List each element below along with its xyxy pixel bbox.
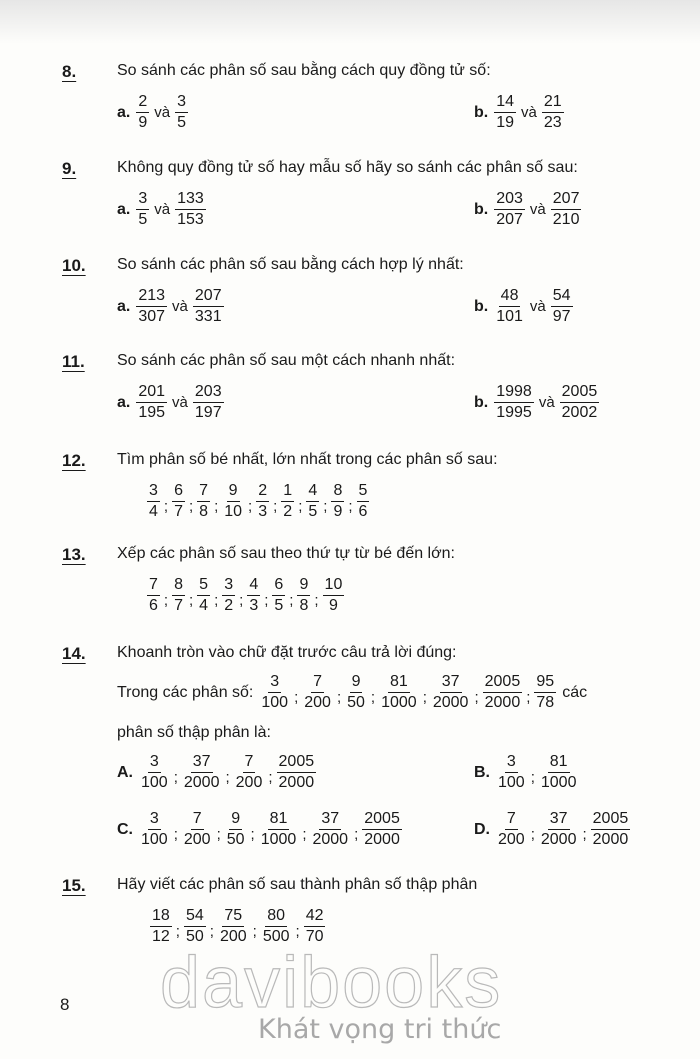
connector-word: và <box>538 394 555 411</box>
numerator: 8 <box>331 481 344 502</box>
fraction <box>150 906 172 947</box>
denominator: 7 <box>174 597 183 614</box>
numerator: 1998 <box>494 382 534 403</box>
fraction <box>281 481 294 522</box>
separator: ; <box>173 826 178 843</box>
fraction <box>542 92 564 133</box>
separator: ; <box>348 498 353 515</box>
problem-text: Khoanh tròn vào chữ đặt trước câu trả lời đúng: <box>117 644 457 661</box>
denominator: 19 <box>496 114 515 131</box>
separator: ; <box>188 498 194 515</box>
fraction <box>272 575 285 616</box>
denominator: 307 <box>138 308 166 325</box>
connector-word: và <box>172 394 188 411</box>
fraction <box>222 575 235 616</box>
denominator: 2000 <box>278 774 315 791</box>
denominator: 101 <box>496 308 523 325</box>
separator: ; <box>209 923 214 940</box>
separator: ; <box>314 592 319 609</box>
problem-13 <box>62 545 662 625</box>
denominator: 1000 <box>260 831 297 848</box>
fraction <box>591 809 631 850</box>
separator: ; <box>370 689 376 706</box>
choice-B[interactable] <box>474 752 578 793</box>
numerator: 37 <box>548 809 570 830</box>
numerator: 81 <box>268 809 290 830</box>
denominator: 23 <box>543 114 562 131</box>
problem-number: 9. <box>62 159 77 178</box>
fraction <box>139 752 170 793</box>
separator: ; <box>582 826 587 843</box>
fraction-list <box>139 752 316 793</box>
denominator: 207 <box>496 211 523 228</box>
denominator: 2000 <box>364 831 400 848</box>
problem-text: Không quy đồng tử số hay mẫu số hãy so sánh các phân số sau: <box>117 159 578 176</box>
denominator: 2000 <box>540 831 577 848</box>
numerator: 133 <box>175 189 206 210</box>
numerator: 54 <box>551 286 573 307</box>
fraction <box>184 906 206 947</box>
option-a <box>117 92 188 133</box>
fraction <box>136 382 167 423</box>
denominator: 200 <box>219 928 247 945</box>
fraction <box>175 189 206 230</box>
separator: ; <box>175 923 180 940</box>
watermark-logo: davibooks <box>160 943 503 1023</box>
separator: ; <box>250 826 255 843</box>
denominator: 2 <box>224 597 234 614</box>
fraction <box>496 752 527 793</box>
numerator: 7 <box>505 809 518 830</box>
denominator: 97 <box>552 308 571 325</box>
option-label: b. <box>474 103 489 121</box>
separator: ; <box>216 826 221 843</box>
separator: ; <box>163 592 169 609</box>
separator: ; <box>264 592 269 609</box>
denominator: 3 <box>258 503 268 520</box>
numerator: 37 <box>440 672 462 693</box>
denominator: 5 <box>138 211 148 228</box>
problem-8 <box>62 62 662 142</box>
problem-text: Xếp các phân số sau theo thứ tự từ bé đến lớn: <box>117 545 455 562</box>
separator: ; <box>239 592 244 609</box>
denominator: 195 <box>138 404 166 421</box>
separator: ; <box>302 826 307 843</box>
fraction <box>560 382 600 423</box>
numerator: 75 <box>222 906 244 927</box>
fraction <box>494 92 516 133</box>
fraction <box>182 809 213 850</box>
fraction <box>494 189 525 230</box>
choice-A[interactable] <box>117 752 316 793</box>
fraction-list <box>147 575 344 616</box>
separator: ; <box>530 826 535 843</box>
numerator: 2 <box>256 481 269 502</box>
denominator: 100 <box>141 831 168 848</box>
denominator: 2000 <box>432 694 469 711</box>
option-label: a. <box>117 103 131 121</box>
denominator: 100 <box>141 774 168 791</box>
choice-D[interactable] <box>474 809 630 850</box>
problem-number: 10. <box>62 256 86 275</box>
fraction-intro-line <box>117 672 587 713</box>
denominator: 70 <box>305 928 324 945</box>
fraction-list <box>496 752 578 793</box>
fraction <box>304 906 326 947</box>
problem-number: 14. <box>62 644 86 663</box>
numerator: 3 <box>505 752 518 773</box>
fraction <box>551 189 582 230</box>
connector-word: và <box>529 298 546 315</box>
option-label: a. <box>117 297 131 315</box>
denominator: 8 <box>199 503 209 520</box>
denominator: 200 <box>304 694 331 711</box>
numerator: 1 <box>281 481 294 502</box>
denominator: 1000 <box>540 774 577 791</box>
denominator: 10 <box>224 503 243 520</box>
denominator: 1000 <box>381 694 417 711</box>
denominator: 200 <box>183 831 211 848</box>
numerator: 95 <box>534 672 556 693</box>
denominator: 50 <box>226 831 245 848</box>
fraction <box>259 672 290 713</box>
fraction <box>379 672 419 713</box>
numerator: 81 <box>548 752 570 773</box>
numerator: 6 <box>172 481 185 502</box>
numerator: 2005 <box>277 752 317 773</box>
denominator: 2000 <box>183 774 220 791</box>
denominator: 200 <box>235 774 263 791</box>
denominator: 5 <box>274 597 284 614</box>
denominator: 331 <box>194 308 222 325</box>
choice-label[interactable]: B. <box>474 763 490 781</box>
fraction <box>261 906 292 947</box>
numerator: 80 <box>265 906 287 927</box>
fraction <box>277 752 317 793</box>
option-b <box>474 382 599 423</box>
numerator: 2005 <box>591 809 631 830</box>
problem-number: 12. <box>62 451 86 470</box>
separator: ; <box>173 769 178 786</box>
fraction <box>357 481 370 522</box>
denominator: 2000 <box>484 694 521 711</box>
denominator: 197 <box>194 404 222 421</box>
connector-word: và <box>521 104 537 121</box>
numerator: 54 <box>184 906 206 927</box>
fraction <box>431 672 471 713</box>
fraction <box>483 672 523 713</box>
problem-14 <box>62 644 662 864</box>
numerator: 203 <box>193 382 224 403</box>
choice-label[interactable]: A. <box>117 763 133 781</box>
numerator: 7 <box>197 481 210 502</box>
separator: ; <box>526 689 531 706</box>
fraction <box>256 481 269 522</box>
fraction <box>345 672 367 713</box>
denominator: 5 <box>308 503 318 520</box>
numerator: 3 <box>222 575 235 596</box>
numerator: 2005 <box>362 809 402 830</box>
denominator: 3 <box>249 597 259 614</box>
top-scan-shadow <box>0 0 700 44</box>
connector-word: và <box>529 201 546 218</box>
denominator: 12 <box>152 928 170 945</box>
numerator: 201 <box>136 382 167 403</box>
fraction <box>534 672 556 713</box>
numerator: 7 <box>311 672 324 693</box>
numerator: 203 <box>494 189 525 210</box>
fraction <box>302 672 333 713</box>
numerator: 2005 <box>560 382 600 403</box>
numerator: 37 <box>191 752 213 773</box>
fraction <box>197 575 210 616</box>
fraction <box>234 752 265 793</box>
denominator: 200 <box>498 831 525 848</box>
fraction <box>225 809 247 850</box>
connector-word: và <box>154 201 171 218</box>
fraction <box>494 382 534 423</box>
choice-C[interactable] <box>117 809 402 850</box>
fraction-list <box>496 809 630 850</box>
numerator: 3 <box>148 809 161 830</box>
denominator: 2000 <box>592 831 629 848</box>
denominator: 50 <box>347 694 365 711</box>
watermark-slogan: Khát vọng tri thức <box>258 1014 502 1045</box>
option-a <box>117 382 224 423</box>
denominator: 5 <box>177 114 186 131</box>
fraction-list <box>139 809 402 850</box>
denominator: 78 <box>536 694 555 711</box>
numerator: 8 <box>172 575 185 596</box>
numerator: 48 <box>499 286 521 307</box>
denominator: 9 <box>333 503 343 520</box>
numerator: 3 <box>148 752 161 773</box>
option-label: b. <box>474 200 489 218</box>
numerator: 6 <box>272 575 285 596</box>
problem-12 <box>62 451 662 531</box>
numerator: 207 <box>193 286 224 307</box>
separator: ; <box>354 826 359 843</box>
numerator: 213 <box>136 286 167 307</box>
fraction <box>551 286 573 327</box>
numerator: 3 <box>136 189 149 210</box>
numerator: 9 <box>227 481 240 502</box>
problem-text: So sánh các phân số sau bằng cách quy đồng tử số: <box>117 62 491 79</box>
problem-text: So sánh các phân số sau bằng cách hợp lý nhất: <box>117 256 464 273</box>
fraction <box>193 286 224 327</box>
separator: ; <box>336 689 342 706</box>
problem-number: 15. <box>62 876 86 895</box>
numerator: 5 <box>197 575 210 596</box>
denominator: 8 <box>299 597 309 614</box>
fraction <box>494 286 525 327</box>
numerator: 2 <box>136 92 149 113</box>
numerator: 7 <box>191 809 204 830</box>
denominator: 6 <box>358 503 368 520</box>
numerator: 42 <box>304 906 326 927</box>
denominator: 9 <box>328 597 338 614</box>
numerator: 3 <box>268 672 281 693</box>
denominator: 500 <box>262 928 290 945</box>
denominator: 4 <box>149 503 158 520</box>
fraction <box>323 575 345 616</box>
numerator: 37 <box>319 809 341 830</box>
fraction <box>310 809 350 850</box>
fraction <box>297 575 310 616</box>
fraction <box>197 481 210 522</box>
problem-9 <box>62 159 662 239</box>
numerator: 81 <box>388 672 410 693</box>
separator: ; <box>225 769 230 786</box>
numerator: 7 <box>243 752 256 773</box>
numerator: 14 <box>494 92 516 113</box>
separator: ; <box>273 498 278 515</box>
denominator: 6 <box>149 597 158 614</box>
separator: ; <box>294 689 299 706</box>
fraction <box>147 481 160 522</box>
fraction <box>362 809 402 850</box>
fraction <box>136 286 167 327</box>
separator: ; <box>252 923 257 940</box>
fraction <box>496 809 527 850</box>
fraction <box>539 809 579 850</box>
fraction-list <box>150 906 325 947</box>
separator: ; <box>474 689 479 706</box>
numerator: 10 <box>323 575 345 596</box>
fraction <box>182 752 222 793</box>
option-label: a. <box>117 200 131 218</box>
problem-text: So sánh các phân số sau một cách nhanh nhất: <box>117 352 456 369</box>
numerator: 5 <box>357 481 370 502</box>
separator: ; <box>214 592 219 609</box>
line-2 <box>117 724 271 742</box>
denominator: 100 <box>498 774 525 791</box>
problem-number: 8. <box>62 62 77 81</box>
denominator: 50 <box>185 928 204 945</box>
option-b <box>474 92 564 133</box>
problem-10 <box>62 256 662 336</box>
denominator: 1995 <box>496 404 532 421</box>
fraction <box>136 189 149 230</box>
problem-number: 13. <box>62 545 86 564</box>
numerator: 18 <box>150 906 172 927</box>
option-a <box>117 286 224 327</box>
problem-text: Hãy viết các phân số sau thành phân số thập phân <box>117 876 478 893</box>
denominator: 2002 <box>561 404 598 421</box>
fraction <box>259 809 299 850</box>
choice-label[interactable]: C. <box>117 820 133 838</box>
numerator: 2005 <box>483 672 523 693</box>
connector-word: và <box>154 104 171 121</box>
fraction <box>222 481 244 522</box>
denominator: 210 <box>552 211 580 228</box>
separator: ; <box>214 498 219 515</box>
option-label: b. <box>474 297 489 315</box>
numerator: 3 <box>175 92 188 113</box>
numerator: 3 <box>147 481 160 502</box>
fraction <box>175 92 188 133</box>
denominator: 2 <box>283 503 293 520</box>
problem-text: Tìm phân số bé nhất, lớn nhất trong các phân số sau: <box>117 451 498 468</box>
fraction <box>136 92 149 133</box>
numerator: 9 <box>229 809 242 830</box>
tail-text: các <box>562 683 588 701</box>
option-a <box>117 189 206 230</box>
separator: ; <box>295 923 300 940</box>
fraction <box>306 481 319 522</box>
denominator: 4 <box>199 597 209 614</box>
intro-text: Trong các phân số: <box>117 683 254 701</box>
problem-number: 11. <box>62 352 85 371</box>
option-label: a. <box>117 393 131 411</box>
separator: ; <box>422 689 427 706</box>
choice-label[interactable]: D. <box>474 820 490 838</box>
numerator: 207 <box>551 189 582 210</box>
option-label: b. <box>474 393 489 411</box>
problem-11 <box>62 352 662 432</box>
numerator: 4 <box>306 481 319 502</box>
separator: ; <box>163 498 169 515</box>
numerator: 9 <box>297 575 310 596</box>
numerator: 9 <box>350 672 363 693</box>
fraction <box>172 575 185 616</box>
separator: ; <box>188 592 194 609</box>
fraction-list <box>147 481 369 522</box>
denominator: 153 <box>177 211 204 228</box>
numerator: 21 <box>542 92 564 113</box>
fraction <box>218 906 249 947</box>
page-number: 8 <box>60 995 70 1014</box>
numerator: 7 <box>147 575 160 596</box>
denominator: 9 <box>138 114 148 131</box>
option-b <box>474 189 581 230</box>
connector-word: và <box>172 298 188 315</box>
separator: ; <box>248 498 253 515</box>
separator: ; <box>289 592 294 609</box>
fraction-list <box>259 672 556 713</box>
fraction <box>147 575 160 616</box>
fraction <box>331 481 344 522</box>
numerator: 4 <box>247 575 260 596</box>
fraction <box>172 481 185 522</box>
separator: ; <box>298 498 303 515</box>
separator: ; <box>323 498 328 515</box>
fraction <box>539 752 579 793</box>
separator: ; <box>530 769 535 786</box>
option-b <box>474 286 573 327</box>
denominator: 7 <box>174 503 183 520</box>
fraction <box>139 809 170 850</box>
line-2-text: phân số thập phân là: <box>117 724 271 741</box>
denominator: 100 <box>261 694 289 711</box>
denominator: 2000 <box>312 831 349 848</box>
fraction <box>247 575 260 616</box>
separator: ; <box>268 769 273 786</box>
fraction <box>193 382 224 423</box>
